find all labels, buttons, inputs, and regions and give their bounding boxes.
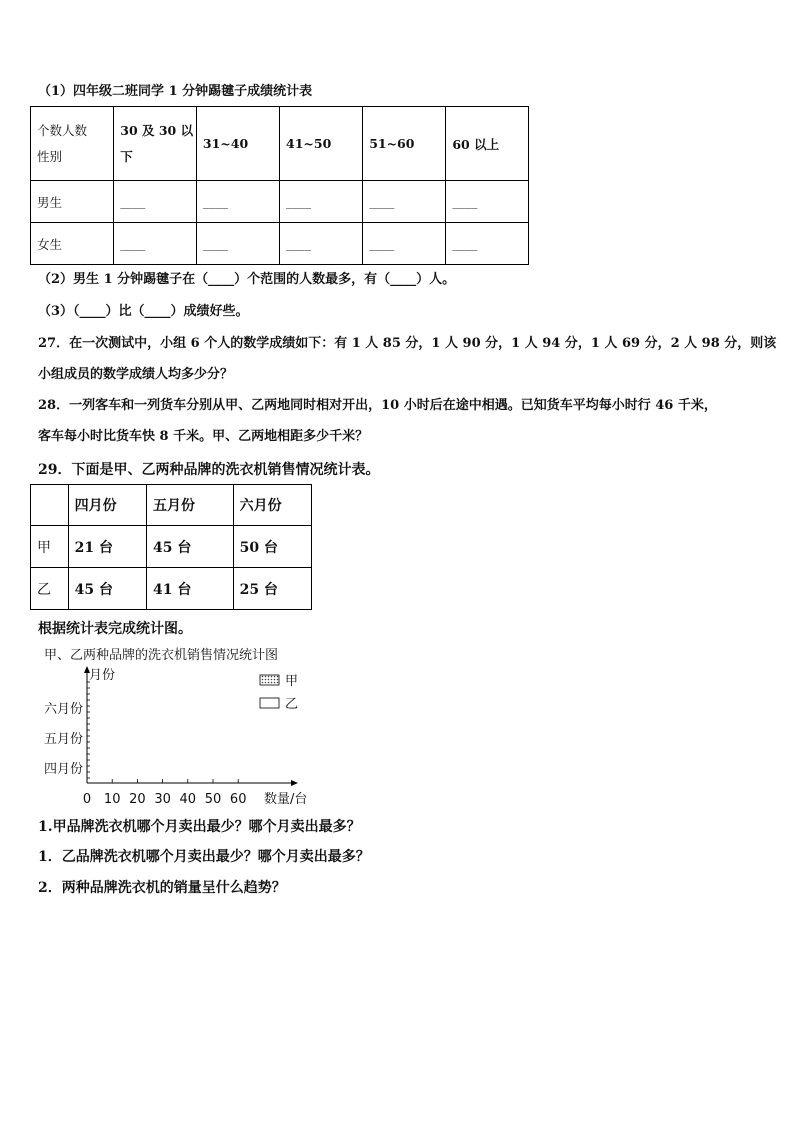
q27-line2: 小组成员的数学成绩人均多少分？ <box>38 367 234 382</box>
q26-sub2: （2）男生 1 分钟踢毽子在（____）个范围的人数最多，有（____）人。 <box>38 272 456 287</box>
table-row <box>31 181 529 223</box>
answer-blank[interactable]: ____ <box>363 181 446 223</box>
answer-blank[interactable]: ____ <box>196 223 279 265</box>
table-row <box>31 223 529 265</box>
table1-title: （1）四年级二班同学 1 分钟踢毽子成绩统计表 <box>38 84 313 99</box>
table-row <box>31 568 312 610</box>
x-tick-label: 10 <box>103 792 121 807</box>
y-category-label: 六月份 <box>43 702 83 717</box>
answer-blank[interactable]: ____ <box>114 223 197 265</box>
x-axis-label: 数量/台 <box>264 792 308 807</box>
q29-intro: 29．下面是甲、乙两种品牌的洗衣机销售情况统计表。 <box>38 462 380 478</box>
table1-col-41-50: 41~50 <box>280 107 363 181</box>
sales-cell: 41 台 <box>147 568 234 610</box>
answer-blank[interactable]: ____ <box>196 181 279 223</box>
answer-blank[interactable]: ____ <box>446 223 529 265</box>
table1-col-30-below <box>114 107 197 181</box>
legend-swatch <box>260 698 279 708</box>
answer-blank[interactable]: ____ <box>114 181 197 223</box>
legend-label: 甲 <box>285 674 299 689</box>
q29-sub1: 1.甲品牌洗衣机哪个月卖出最少？哪个月卖出最多？ <box>38 819 361 835</box>
row-label-boys: 男生 <box>31 181 114 223</box>
sales-header-apr: 四月份 <box>68 485 146 526</box>
brand-label: 甲 <box>31 526 69 568</box>
answer-blank[interactable]: ____ <box>280 181 363 223</box>
y-category-label: 五月份 <box>43 732 83 747</box>
kick-score-table <box>30 106 529 265</box>
q27-line1: 27．在一次测试中，小组 6 个人的数学成绩如下：有 1 人 85 分，1 人 90 分，1 人 94 分，1 人 69 分，2 人 98 分，则该 <box>38 336 777 351</box>
table1-col-31-40: 31~40 <box>196 107 279 181</box>
table1-col-51-60: 51~60 <box>363 107 446 181</box>
y-category-label: 四月份 <box>43 762 83 777</box>
x-tick-label: 0 <box>82 792 92 807</box>
chart-instruction: 根据统计表完成统计图。 <box>38 621 192 637</box>
legend-swatch <box>260 675 279 685</box>
header-bottom-text: 性别 <box>37 148 63 164</box>
table1-header-corner <box>31 107 114 181</box>
sales-header-jun: 六月份 <box>233 485 311 526</box>
table1-col-60-above: 60 以上 <box>446 107 529 181</box>
sales-cell: 25 台 <box>233 568 311 610</box>
q26-sub3: （3）（____）比（____）成绩好些。 <box>38 304 249 319</box>
x-axis-arrow <box>291 780 298 786</box>
col1-line1: 30 及 30 以 <box>120 122 194 138</box>
sales-chart <box>30 660 330 810</box>
x-tick-label: 20 <box>129 792 146 807</box>
sales-table <box>30 484 312 610</box>
y-axis-label: 月份 <box>89 668 116 683</box>
legend-label: 乙 <box>285 697 299 712</box>
sales-cell: 45 台 <box>68 568 146 610</box>
table-row <box>31 485 312 526</box>
sales-cell: 21 台 <box>68 526 146 568</box>
x-tick-label: 40 <box>179 792 197 807</box>
answer-blank[interactable]: ____ <box>363 223 446 265</box>
sales-cell: 50 台 <box>233 526 311 568</box>
answer-blank[interactable]: ____ <box>280 223 363 265</box>
col1-line2: 下 <box>120 148 133 164</box>
x-tick-label: 30 <box>154 792 171 807</box>
q29-sub2: 1．乙品牌洗衣机哪个月卖出最少？哪个月卖出最多？ <box>38 849 370 865</box>
brand-label: 乙 <box>31 568 69 610</box>
x-tick-label: 60 <box>229 792 247 807</box>
answer-blank[interactable]: ____ <box>446 181 529 223</box>
chart-title: 甲、乙两种品牌的洗衣机销售情况统计图 <box>44 648 279 663</box>
row-label-girls: 女生 <box>31 223 114 265</box>
header-top-text: 个数人数 <box>37 122 88 138</box>
q28-line2: 客车每小时比货车快 8 千米。甲、乙两地相距多少千米？ <box>38 429 369 444</box>
table-row <box>31 526 312 568</box>
sales-cell: 45 台 <box>147 526 234 568</box>
sales-header-corner <box>31 485 69 526</box>
sales-header-may: 五月份 <box>147 485 234 526</box>
x-tick-label: 50 <box>204 792 222 807</box>
q29-sub3: 2．两种品牌洗衣机的销量呈什么趋势？ <box>38 880 286 896</box>
q28-line1: 28．一列客车和一列货车分别从甲、乙两地同时相对开出，10 小时后在途中相遇。已知货车平均每小时行 46 千米， <box>38 398 717 413</box>
